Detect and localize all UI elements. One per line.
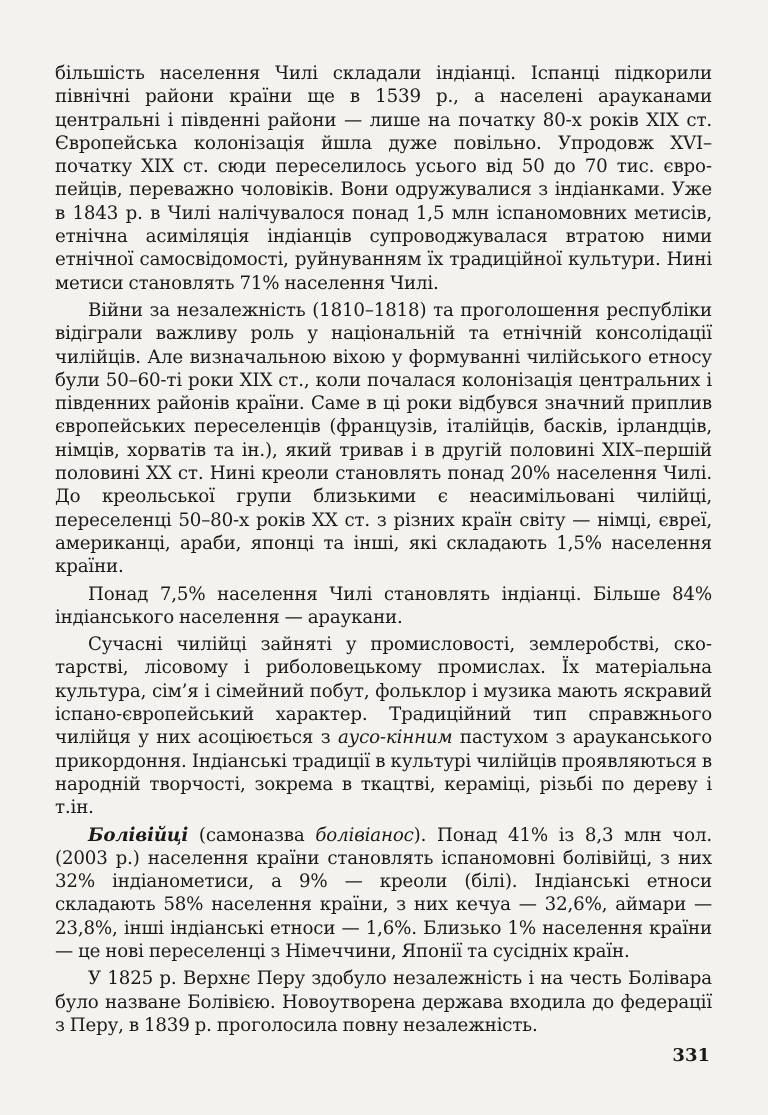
paragraph-independence-wars: Війни за незалежність (1810–1818) та проголошення республіки відіграли важливу роль у національній та етнічній консолідації чилійців. Але визначальною віхою у формуванні чилійського етносу були 50–60-ті роки XIX ст., коли почалася колонізація центральних і південних районів країни. Саме в ці роки відбувся значний приплив європейських переселенців (французів, італійців, басків, ірландців, німців, хорватів та ін.), який тривав і в другій половині XIX–першій половині XX ст. Нині креоли становлять понад 20% населення Чилі. До креольської групи близькими є неасимільовані чилійці, переселенці 50–80-х років XX ст. з різних країн світу — німці, євреї, американці, араби, японці та інші, які складають 1,5% населення країни. [55,299,712,578]
paragraph-chile-colonization: більшість населення Чилі складали індіанці. Іспанці підкорили північні райони країни ще в 1539 р., а населені арауканами центральні і південні райони — лише на початку 80-х років XIX ст. Європейська колонізація йшла дуже повільно. Упродовж XVI– початку XIX ст. сюди переселилось усього від 50 до 70 тис. європейців, переважно чоловіків. Вони одружувалися з індіанками. Уже в 1843 р. в Чилі налічувалося понад 1,5 млн іспаномовних метисів, етнічна асиміляція індіанців супроводжувалася втратою ними етнічної самосвідомості, руйнуванням їх традиційної культури. Нині метиси становлять 71% населення Чилі. [55,63,712,294]
paragraph-modern-chileans: Сучасні чилійці зайняті у промисловості, землеробстві, скотарстві, лісовому і риболовецькому промислах. Їх матеріальна культура, сім’я і сімейний побут, фольклор і музика мають яскравий іспано-європейський характер. Традиційний тип справжнього чилійця у них асоціюється з аусо-кінним пастухом з арауканського прикордоння. Індіанські традиції в культурі чилійців проявляються в народній творчості, зокрема в ткацтві, кераміці, різьбі по дереву і т.ін. [55,634,712,819]
page-number: 331 [672,1045,710,1066]
paragraph-bolivia-independence: У 1825 р. Верхнє Перу здобуло незалежність і на честь Болівара було назване Болівією. Новоутворена держава входила до федерації з Перу, в 1839 р. проголосила повну незалежність. [55,968,712,1036]
paragraph-indians-share: Понад 7,5% населення Чилі становлять індіанці. Більше 84% індіанського населення — араукани. [55,583,712,628]
body-text [55,62,712,1037]
paragraph-bolivians: Болівійці (самоназва болівіанос). Понад 41% із 8,3 млн чол. (2003 р.) населення країни становлять іспаномовні болівійці, з них 32% індіанометиси, а 9% — креоли (білі). Індіанські етноси складають 58% населення країни, з них кечуа — 32,6%, аймари — 23,8%, інші індіанські етноси — 1,6%. Близько 1% населення країни — це нові переселенці з Німеччини, Японії та сусідніх країн. [55,824,712,962]
